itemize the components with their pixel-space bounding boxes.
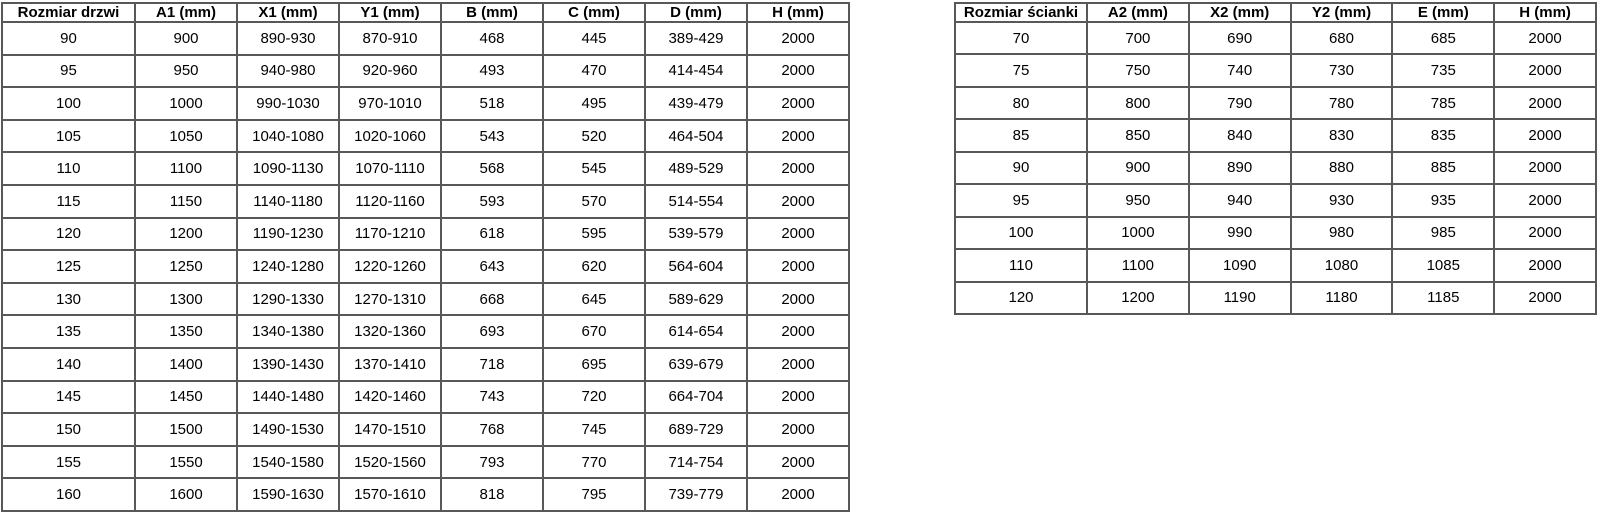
table-cell: 1050 <box>135 120 237 153</box>
table-cell: 80 <box>955 87 1087 119</box>
table-cell: 1590-1630 <box>237 478 339 511</box>
table-cell: 1170-1210 <box>339 218 441 251</box>
column-header: Y2 (mm) <box>1291 3 1393 22</box>
table-cell: 795 <box>543 478 645 511</box>
table-cell: 735 <box>1392 54 1494 86</box>
table-cell: 935 <box>1392 184 1494 216</box>
table-row <box>2 218 849 251</box>
table-cell: 620 <box>543 250 645 283</box>
table-cell: 693 <box>441 315 543 348</box>
table-cell: 780 <box>1291 87 1393 119</box>
table-cell: 595 <box>543 218 645 251</box>
column-header: A2 (mm) <box>1087 3 1189 22</box>
table-cell: 2000 <box>1494 22 1596 54</box>
table-cell: 2000 <box>747 55 849 88</box>
table-cell: 830 <box>1291 119 1393 151</box>
table-cell: 730 <box>1291 54 1393 86</box>
column-header: X2 (mm) <box>1189 3 1291 22</box>
table-cell: 545 <box>543 152 645 185</box>
table-cell: 739-779 <box>645 478 747 511</box>
table-row <box>2 413 849 446</box>
table-cell: 990 <box>1189 217 1291 249</box>
table-cell: 980 <box>1291 217 1393 249</box>
table-cell: 950 <box>1087 184 1189 216</box>
table-row <box>955 54 1596 86</box>
table-cell: 2000 <box>1494 184 1596 216</box>
column-header: Rozmiar ścianki <box>955 3 1087 22</box>
table-cell: 743 <box>441 381 543 414</box>
table-cell: 2000 <box>747 22 849 55</box>
table-cell: 1240-1280 <box>237 250 339 283</box>
table-cell: 1600 <box>135 478 237 511</box>
table-cell: 130 <box>2 283 135 316</box>
header-row <box>2 3 849 22</box>
table-cell: 85 <box>955 119 1087 151</box>
table-cell: 1120-1160 <box>339 185 441 218</box>
table-cell: 95 <box>955 184 1087 216</box>
table-cell: 1185 <box>1392 282 1494 315</box>
table-cell: 785 <box>1392 87 1494 119</box>
table-cell: 689-729 <box>645 413 747 446</box>
table-cell: 2000 <box>1494 152 1596 184</box>
table-row <box>2 87 849 120</box>
table-cell: 120 <box>955 282 1087 315</box>
table-cell: 95 <box>2 55 135 88</box>
table-row <box>955 184 1596 216</box>
table-cell: 593 <box>441 185 543 218</box>
table-row <box>2 381 849 414</box>
table-cell: 1490-1530 <box>237 413 339 446</box>
table-cell: 1150 <box>135 185 237 218</box>
table-cell: 493 <box>441 55 543 88</box>
door-size-table-header <box>2 3 849 22</box>
table-cell: 2000 <box>747 315 849 348</box>
table-cell: 115 <box>2 185 135 218</box>
wall-panel-size-table <box>954 2 1597 315</box>
table-cell: 539-579 <box>645 218 747 251</box>
table-cell: 870-910 <box>339 22 441 55</box>
table-cell: 750 <box>1087 54 1189 86</box>
table-row <box>955 249 1596 281</box>
table-cell: 1500 <box>135 413 237 446</box>
table-cell: 135 <box>2 315 135 348</box>
table-cell: 1540-1580 <box>237 446 339 479</box>
table-row <box>955 217 1596 249</box>
table-cell: 900 <box>1087 152 1189 184</box>
table-cell: 1320-1360 <box>339 315 441 348</box>
table-cell: 920-960 <box>339 55 441 88</box>
table-row <box>955 119 1596 151</box>
table-cell: 1220-1260 <box>339 250 441 283</box>
table-cell: 140 <box>2 348 135 381</box>
table-cell: 1190 <box>1189 282 1291 315</box>
table-cell: 1180 <box>1291 282 1393 315</box>
table-cell: 840 <box>1189 119 1291 151</box>
table-cell: 1370-1410 <box>339 348 441 381</box>
table-cell: 2000 <box>747 381 849 414</box>
table-cell: 1450 <box>135 381 237 414</box>
table-cell: 880 <box>1291 152 1393 184</box>
table-cell: 589-629 <box>645 283 747 316</box>
table-cell: 1340-1380 <box>237 315 339 348</box>
table-cell: 885 <box>1392 152 1494 184</box>
table-cell: 1090 <box>1189 249 1291 281</box>
column-header: H (mm) <box>1494 3 1596 22</box>
table-cell: 614-654 <box>645 315 747 348</box>
table-cell: 1040-1080 <box>237 120 339 153</box>
table-row <box>2 250 849 283</box>
table-cell: 1390-1430 <box>237 348 339 381</box>
table-cell: 890 <box>1189 152 1291 184</box>
wall-panel-size-table-body <box>955 22 1596 314</box>
column-header: E (mm) <box>1392 3 1494 22</box>
table-cell: 1080 <box>1291 249 1393 281</box>
column-header: A1 (mm) <box>135 3 237 22</box>
table-cell: 639-679 <box>645 348 747 381</box>
table-cell: 940 <box>1189 184 1291 216</box>
table-cell: 643 <box>441 250 543 283</box>
table-cell: 2000 <box>1494 54 1596 86</box>
table-cell: 1520-1560 <box>339 446 441 479</box>
table-cell: 570 <box>543 185 645 218</box>
table-cell: 700 <box>1087 22 1189 54</box>
table-cell: 120 <box>2 218 135 251</box>
table-cell: 745 <box>543 413 645 446</box>
table-cell: 389-429 <box>645 22 747 55</box>
table-cell: 468 <box>441 22 543 55</box>
table-cell: 1200 <box>135 218 237 251</box>
table-cell: 125 <box>2 250 135 283</box>
table-cell: 445 <box>543 22 645 55</box>
table-cell: 770 <box>543 446 645 479</box>
table-cell: 645 <box>543 283 645 316</box>
table-cell: 695 <box>543 348 645 381</box>
table-cell: 2000 <box>747 87 849 120</box>
table-cell: 2000 <box>747 185 849 218</box>
table-cell: 1020-1060 <box>339 120 441 153</box>
table-row <box>2 22 849 55</box>
table-cell: 543 <box>441 120 543 153</box>
table-row <box>2 315 849 348</box>
table-cell: 1250 <box>135 250 237 283</box>
table-cell: 2000 <box>747 413 849 446</box>
table-row <box>2 185 849 218</box>
table-cell: 100 <box>955 217 1087 249</box>
table-cell: 2000 <box>747 283 849 316</box>
table-cell: 2000 <box>747 152 849 185</box>
table-cell: 100 <box>2 87 135 120</box>
table-cell: 835 <box>1392 119 1494 151</box>
table-cell: 790 <box>1189 87 1291 119</box>
table-cell: 1200 <box>1087 282 1189 315</box>
table-cell: 2000 <box>747 478 849 511</box>
table-row <box>2 120 849 153</box>
table-cell: 2000 <box>1494 119 1596 151</box>
table-cell: 1100 <box>1087 249 1189 281</box>
column-header: Rozmiar drzwi <box>2 3 135 22</box>
table-cell: 1090-1130 <box>237 152 339 185</box>
table-cell: 2000 <box>747 446 849 479</box>
table-cell: 718 <box>441 348 543 381</box>
table-cell: 685 <box>1392 22 1494 54</box>
table-cell: 990-1030 <box>237 87 339 120</box>
table-cell: 680 <box>1291 22 1393 54</box>
table-cell: 495 <box>543 87 645 120</box>
table-cell: 890-930 <box>237 22 339 55</box>
table-cell: 970-1010 <box>339 87 441 120</box>
table-cell: 1470-1510 <box>339 413 441 446</box>
table-cell: 1570-1610 <box>339 478 441 511</box>
table-cell: 568 <box>441 152 543 185</box>
table-cell: 1550 <box>135 446 237 479</box>
table-cell: 800 <box>1087 87 1189 119</box>
table-row <box>955 22 1596 54</box>
table-cell: 470 <box>543 55 645 88</box>
table-cell: 618 <box>441 218 543 251</box>
table-cell: 414-454 <box>645 55 747 88</box>
table-cell: 2000 <box>1494 87 1596 119</box>
table-cell: 514-554 <box>645 185 747 218</box>
table-cell: 664-704 <box>645 381 747 414</box>
table-cell: 70 <box>955 22 1087 54</box>
table-cell: 155 <box>2 446 135 479</box>
table-cell: 110 <box>955 249 1087 281</box>
wall-panel-size-table-header <box>955 3 1596 22</box>
table-cell: 2000 <box>747 120 849 153</box>
table-row <box>2 478 849 511</box>
table-cell: 690 <box>1189 22 1291 54</box>
table-row <box>955 152 1596 184</box>
column-header: Y1 (mm) <box>339 3 441 22</box>
table-cell: 518 <box>441 87 543 120</box>
table-cell: 1000 <box>1087 217 1189 249</box>
table-cell: 793 <box>441 446 543 479</box>
column-header: H (mm) <box>747 3 849 22</box>
table-cell: 985 <box>1392 217 1494 249</box>
header-row <box>955 3 1596 22</box>
table-cell: 105 <box>2 120 135 153</box>
table-cell: 1440-1480 <box>237 381 339 414</box>
table-cell: 930 <box>1291 184 1393 216</box>
table-cell: 714-754 <box>645 446 747 479</box>
table-cell: 818 <box>441 478 543 511</box>
table-cell: 1100 <box>135 152 237 185</box>
table-cell: 564-604 <box>645 250 747 283</box>
column-header: D (mm) <box>645 3 747 22</box>
door-size-table-body <box>2 22 849 511</box>
table-cell: 464-504 <box>645 120 747 153</box>
table-cell: 2000 <box>747 250 849 283</box>
table-cell: 110 <box>2 152 135 185</box>
door-size-table <box>1 2 850 512</box>
table-cell: 520 <box>543 120 645 153</box>
table-cell: 1270-1310 <box>339 283 441 316</box>
table-cell: 850 <box>1087 119 1189 151</box>
table-cell: 160 <box>2 478 135 511</box>
table-cell: 1190-1230 <box>237 218 339 251</box>
table-row <box>2 283 849 316</box>
table-cell: 1000 <box>135 87 237 120</box>
table-cell: 1140-1180 <box>237 185 339 218</box>
table-cell: 670 <box>543 315 645 348</box>
table-row <box>2 55 849 88</box>
table-cell: 2000 <box>1494 282 1596 315</box>
column-header: B (mm) <box>441 3 543 22</box>
table-cell: 2000 <box>747 218 849 251</box>
table-cell: 1350 <box>135 315 237 348</box>
table-row <box>2 446 849 479</box>
table-row <box>2 152 849 185</box>
table-cell: 1070-1110 <box>339 152 441 185</box>
table-cell: 2000 <box>747 348 849 381</box>
table-cell: 90 <box>2 22 135 55</box>
table-cell: 668 <box>441 283 543 316</box>
table-cell: 439-479 <box>645 87 747 120</box>
table-cell: 768 <box>441 413 543 446</box>
table-cell: 2000 <box>1494 249 1596 281</box>
table-cell: 1420-1460 <box>339 381 441 414</box>
column-header: C (mm) <box>543 3 645 22</box>
table-cell: 900 <box>135 22 237 55</box>
table-cell: 489-529 <box>645 152 747 185</box>
table-cell: 90 <box>955 152 1087 184</box>
table-cell: 1300 <box>135 283 237 316</box>
table-cell: 150 <box>2 413 135 446</box>
table-row <box>2 348 849 381</box>
table-cell: 75 <box>955 54 1087 86</box>
table-cell: 940-980 <box>237 55 339 88</box>
column-header: X1 (mm) <box>237 3 339 22</box>
table-cell: 145 <box>2 381 135 414</box>
table-cell: 1400 <box>135 348 237 381</box>
table-cell: 1085 <box>1392 249 1494 281</box>
table-cell: 2000 <box>1494 217 1596 249</box>
table-cell: 720 <box>543 381 645 414</box>
table-cell: 1290-1330 <box>237 283 339 316</box>
table-row <box>955 87 1596 119</box>
table-cell: 950 <box>135 55 237 88</box>
table-row <box>955 282 1596 315</box>
table-cell: 740 <box>1189 54 1291 86</box>
